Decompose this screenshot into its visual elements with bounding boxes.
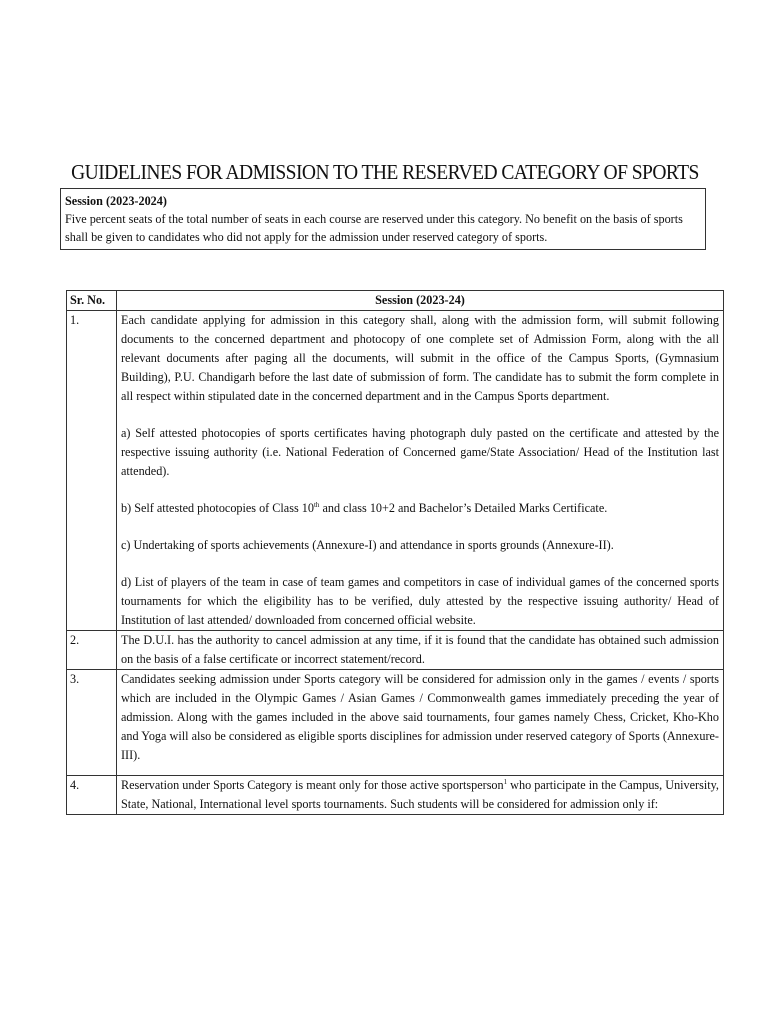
row-content	[117, 311, 724, 631]
row-sr-no: 1.	[67, 311, 117, 631]
footnote-marker: 1	[503, 777, 508, 786]
guideline-item-c: c) Undertaking of sports achievements (Annexure-I) and attendance in sports grounds (Annexure-II).	[121, 538, 614, 552]
guideline-item-a: a) Self attested photocopies of sports certificates having photograph duly pasted on the certificate and attested by the respective issuing authority (i.e. National Federation of Concerned game/State Association/ Head of the Institution last attended).	[121, 426, 719, 478]
row-content: The D.U.I. has the authority to cancel admission at any time, if it is found that the candidate has obtained such admission on the basis of a false certificate or incorrect statement/record.	[117, 631, 724, 670]
row-content	[117, 670, 724, 776]
session-heading: Session (2023-2024)	[65, 194, 167, 208]
row-sr-no: 3.	[67, 670, 117, 776]
header-sr-no: Sr. No.	[67, 291, 117, 311]
row-text-end: who participate in the Campus, University, State, National, International level sports tournaments. Such students will be considered for admission only if:	[121, 778, 719, 811]
guideline-item-d: d) List of players of the team in case of team games and competitors in case of individual games of the concerned sports tournaments for which the eligibility has to be verified, duly attested by the respective issuing authority/ Head of Institution of last attended/ downloaded from concerned official website.	[121, 575, 719, 627]
table-row	[67, 631, 724, 670]
table-header-row	[67, 291, 724, 311]
item-b-text-end: and class 10+2 and Bachelor’s Detailed Marks Certificate.	[319, 501, 608, 515]
table-row	[67, 670, 724, 776]
row-text: Reservation under Sports Category is meant only for those active sportsperson	[121, 778, 504, 792]
row-content	[117, 776, 724, 815]
document-title: GUIDELINES FOR ADMISSION TO THE RESERVED CATEGORY OF SPORTS	[71, 160, 699, 184]
session-description: Five percent seats of the total number of seats in each course are reserved under this category. No benefit on the basis of sports shall be given to candidates who did not apply for the admission under reserved category of sports.	[65, 212, 683, 244]
table-row	[67, 776, 724, 815]
session-info-box	[60, 188, 706, 250]
item-b-superscript: th	[313, 500, 320, 509]
item-b-text: b) Self attested photocopies of Class 10	[121, 501, 314, 515]
guideline-text: Candidates seeking admission under Sports category will be considered for admission only in the games / events / sports which are included in the Olympic Games / Asian Games / Commonwealth games immediately preceding the year of admission. Along with the games included in the above said tournaments, four games namely Chess, Cricket, Kho-Kho and Yoga will also be considered as eligible sports disciplines for admission under reserved category of Sports (Annexure-III).	[121, 672, 719, 762]
table-row	[67, 311, 724, 631]
row-sr-no: 4.	[67, 776, 117, 815]
row-sr-no: 2.	[67, 631, 117, 670]
header-session: Session (2023-24)	[117, 291, 724, 311]
guidelines-table	[66, 290, 724, 815]
guideline-item-b	[121, 499, 719, 518]
guideline-intro: Each candidate applying for admission in this category shall, along with the admission form, will submit following documents to the concerned department and photocopy of one complete set of Admission Form, along with the all relevant documents after paging all the documents, will submit in the office of the Campus Sports, (Gymnasium Building), P.U. Chandigarh before the last date of submission of form. The candidate has to submit the form complete in all respect within stipulated date in the concerned department and in the Campus Sports department.	[121, 313, 719, 403]
